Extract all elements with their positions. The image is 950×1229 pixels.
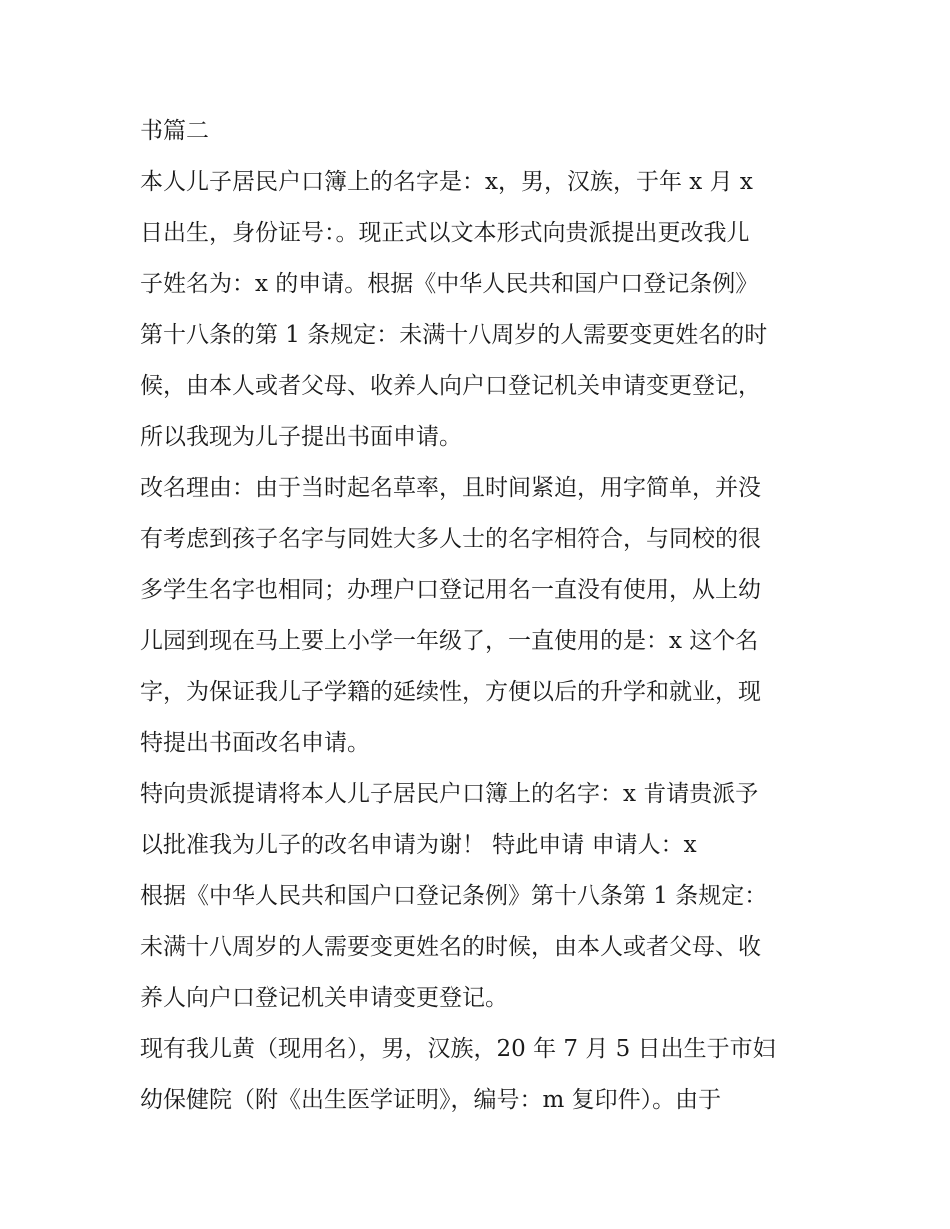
text-line: 字，为保证我儿子学籍的延续性，方便以后的升学和就业，现 bbox=[140, 679, 761, 705]
text-line: 本人儿子居民户口簿上的名字是：x，男，汉族，于年 x 月 x bbox=[140, 169, 753, 195]
text-line: 幼保健院（附《出生医学证明》，编号：m 复印件）。由于 bbox=[140, 1087, 722, 1113]
text-line: 候，由本人或者父母、收养人向户口登记机关申请变更登记， bbox=[140, 373, 761, 399]
text-line: 子姓名为：x 的申请。根据《中华人民共和国户口登记条例》 bbox=[140, 271, 759, 297]
text-line: 未满十八周岁的人需要变更姓名的时候，由本人或者父母、收 bbox=[140, 934, 761, 960]
document-body bbox=[140, 106, 820, 1126]
text-line: 养人向户口登记机关申请变更登记。 bbox=[140, 985, 508, 1011]
text-line: 有考虑到孩子名字与同姓大多人士的名字相符合，与同校的很 bbox=[140, 526, 761, 552]
text-line: 改名理由：由于当时起名草率，且时间紧迫，用字简单，并没 bbox=[140, 475, 761, 501]
text-line: 根据《中华人民共和国户口登记条例》第十八条第 1 条规定： bbox=[140, 883, 768, 909]
text-line: 以批准我为儿子的改名申请为谢！ 特此申请 申请人：x bbox=[140, 832, 697, 858]
text-line: 所以我现为儿子提出书面申请。 bbox=[140, 424, 462, 450]
text-line: 特提出书面改名申请。 bbox=[140, 730, 370, 756]
text-line: 多学生名字也相同；办理户口登记用名一直没有使用，从上幼 bbox=[140, 577, 761, 603]
text-line: 儿园到现在马上要上小学一年级了，一直使用的是：x 这个名 bbox=[140, 628, 759, 654]
text-line: 现有我儿黄（现用名），男，汉族，20 年 7 月 5 日出生于市妇 bbox=[140, 1036, 776, 1062]
section-heading: 书篇二 bbox=[140, 118, 209, 144]
text-line: 日出生，身份证号：。现正式以文本形式向贵派提出更改我儿 bbox=[140, 220, 750, 246]
text-line: 第十八条的第 1 条规定：未满十八周岁的人需要变更姓名的时 bbox=[140, 322, 768, 348]
text-line: 特向贵派提请将本人儿子居民户口簿上的名字：x 肯请贵派予 bbox=[140, 781, 759, 807]
